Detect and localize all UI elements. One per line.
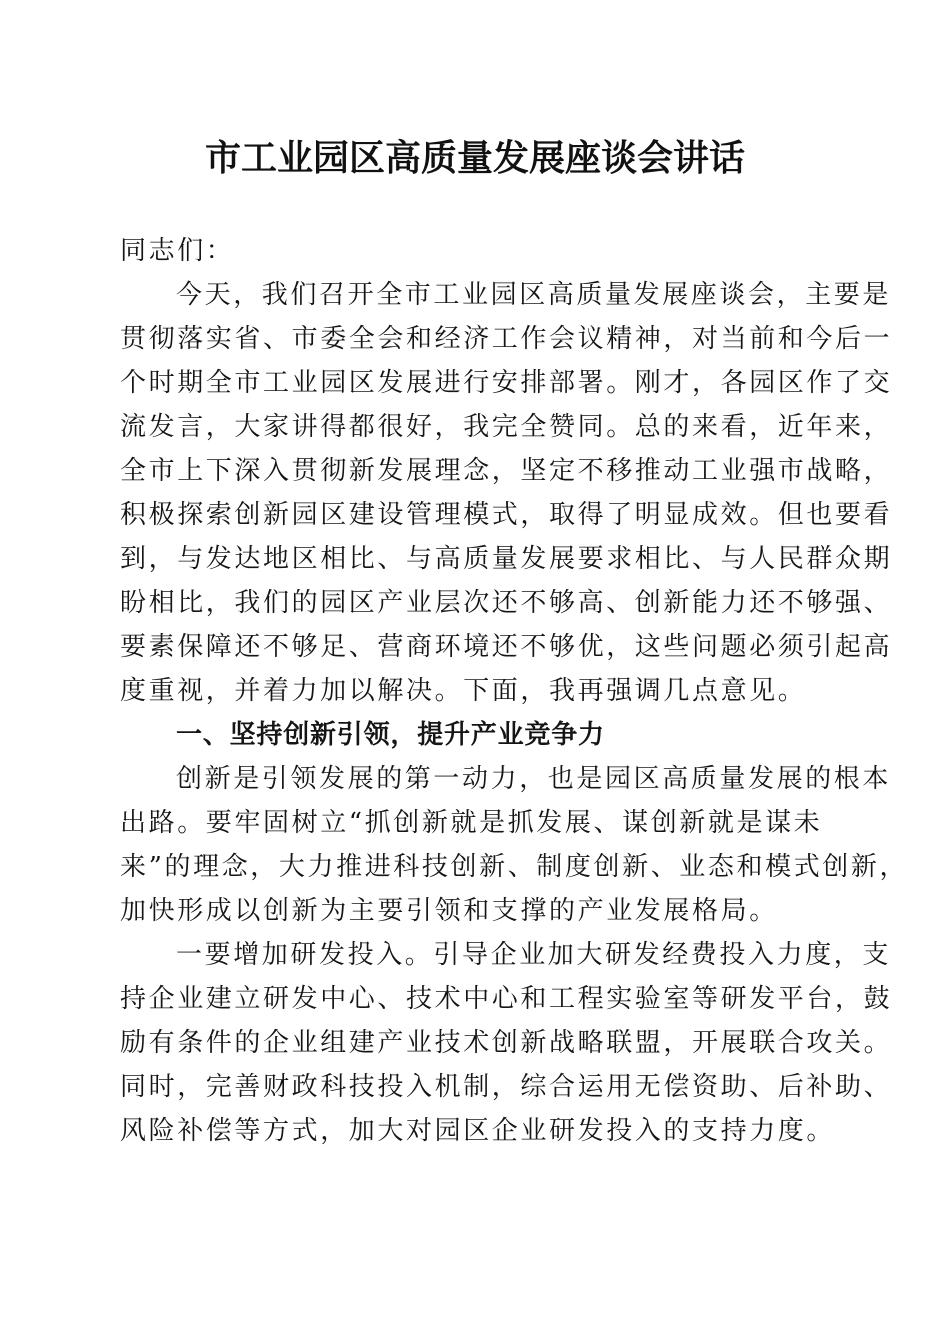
paragraph-line: 全市上下深入贯彻新发展理念，坚定不移推动工业强市战略， xyxy=(120,456,893,486)
paragraph-line: 要素保障还不够足、营商环境还不够优，这些问题必须引起高 xyxy=(120,632,893,662)
paragraph-line: 个时期全市工业园区发展进行安排部署。刚才，各园区作了交 xyxy=(120,368,893,398)
paragraph-line: 积极探索创新园区建设管理模式，取得了明显成效。但也要看 xyxy=(120,500,893,530)
section-heading: 一、坚持创新引领，提升产业竞争力 xyxy=(176,720,605,750)
paragraph-line: 度重视，并着力加以解决。下面，我再强调几点意见。 xyxy=(120,676,807,706)
paragraph-line: 来”的理念，大力推进科技创新、制度创新、业态和模式创新， xyxy=(120,852,909,882)
paragraph-line: 励有条件的企业组建产业技术创新战略联盟，开展联合攻关。 xyxy=(120,1028,893,1058)
paragraph-line: 盼相比，我们的园区产业层次还不够高、创新能力还不够强、 xyxy=(120,588,893,618)
paragraph-line: 今天，我们召开全市工业园区高质量发展座谈会，主要是 xyxy=(176,280,892,310)
paragraph-line: 到，与发达地区相比、与高质量发展要求相比、与人民群众期 xyxy=(120,544,893,574)
paragraph-line: 创新是引领发展的第一动力，也是园区高质量发展的根本 xyxy=(176,764,892,794)
paragraph-line: 加快形成以创新为主要引领和支撑的产业发展格局。 xyxy=(120,896,778,926)
paragraph-line: 风险补偿等方式，加大对园区企业研发投入的支持力度。 xyxy=(120,1116,836,1146)
salutation: 同志们： xyxy=(120,236,235,266)
document-body xyxy=(120,229,909,1153)
paragraph-line: 持企业建立研发中心、技术中心和工程实验室等研发平台，鼓 xyxy=(120,984,893,1014)
paragraph-line: 贯彻落实省、市委全会和经济工作会议精神，对当前和今后一 xyxy=(120,324,893,354)
paragraph-line: 一要增加研发投入。引导企业加大研发经费投入力度，支 xyxy=(176,940,892,970)
paragraph-line: 同时，完善财政科技投入机制，综合运用无偿资助、后补助、 xyxy=(120,1072,893,1102)
document-title: 市工业园区高质量发展座谈会讲话 xyxy=(204,137,745,179)
paragraph-line: 流发言，大家讲得都很好，我完全赞同。总的来看，近年来， xyxy=(120,412,893,442)
paragraph-line: 出路。要牢固树立“抓创新就是抓发展、谋创新就是谋未 xyxy=(120,808,823,838)
